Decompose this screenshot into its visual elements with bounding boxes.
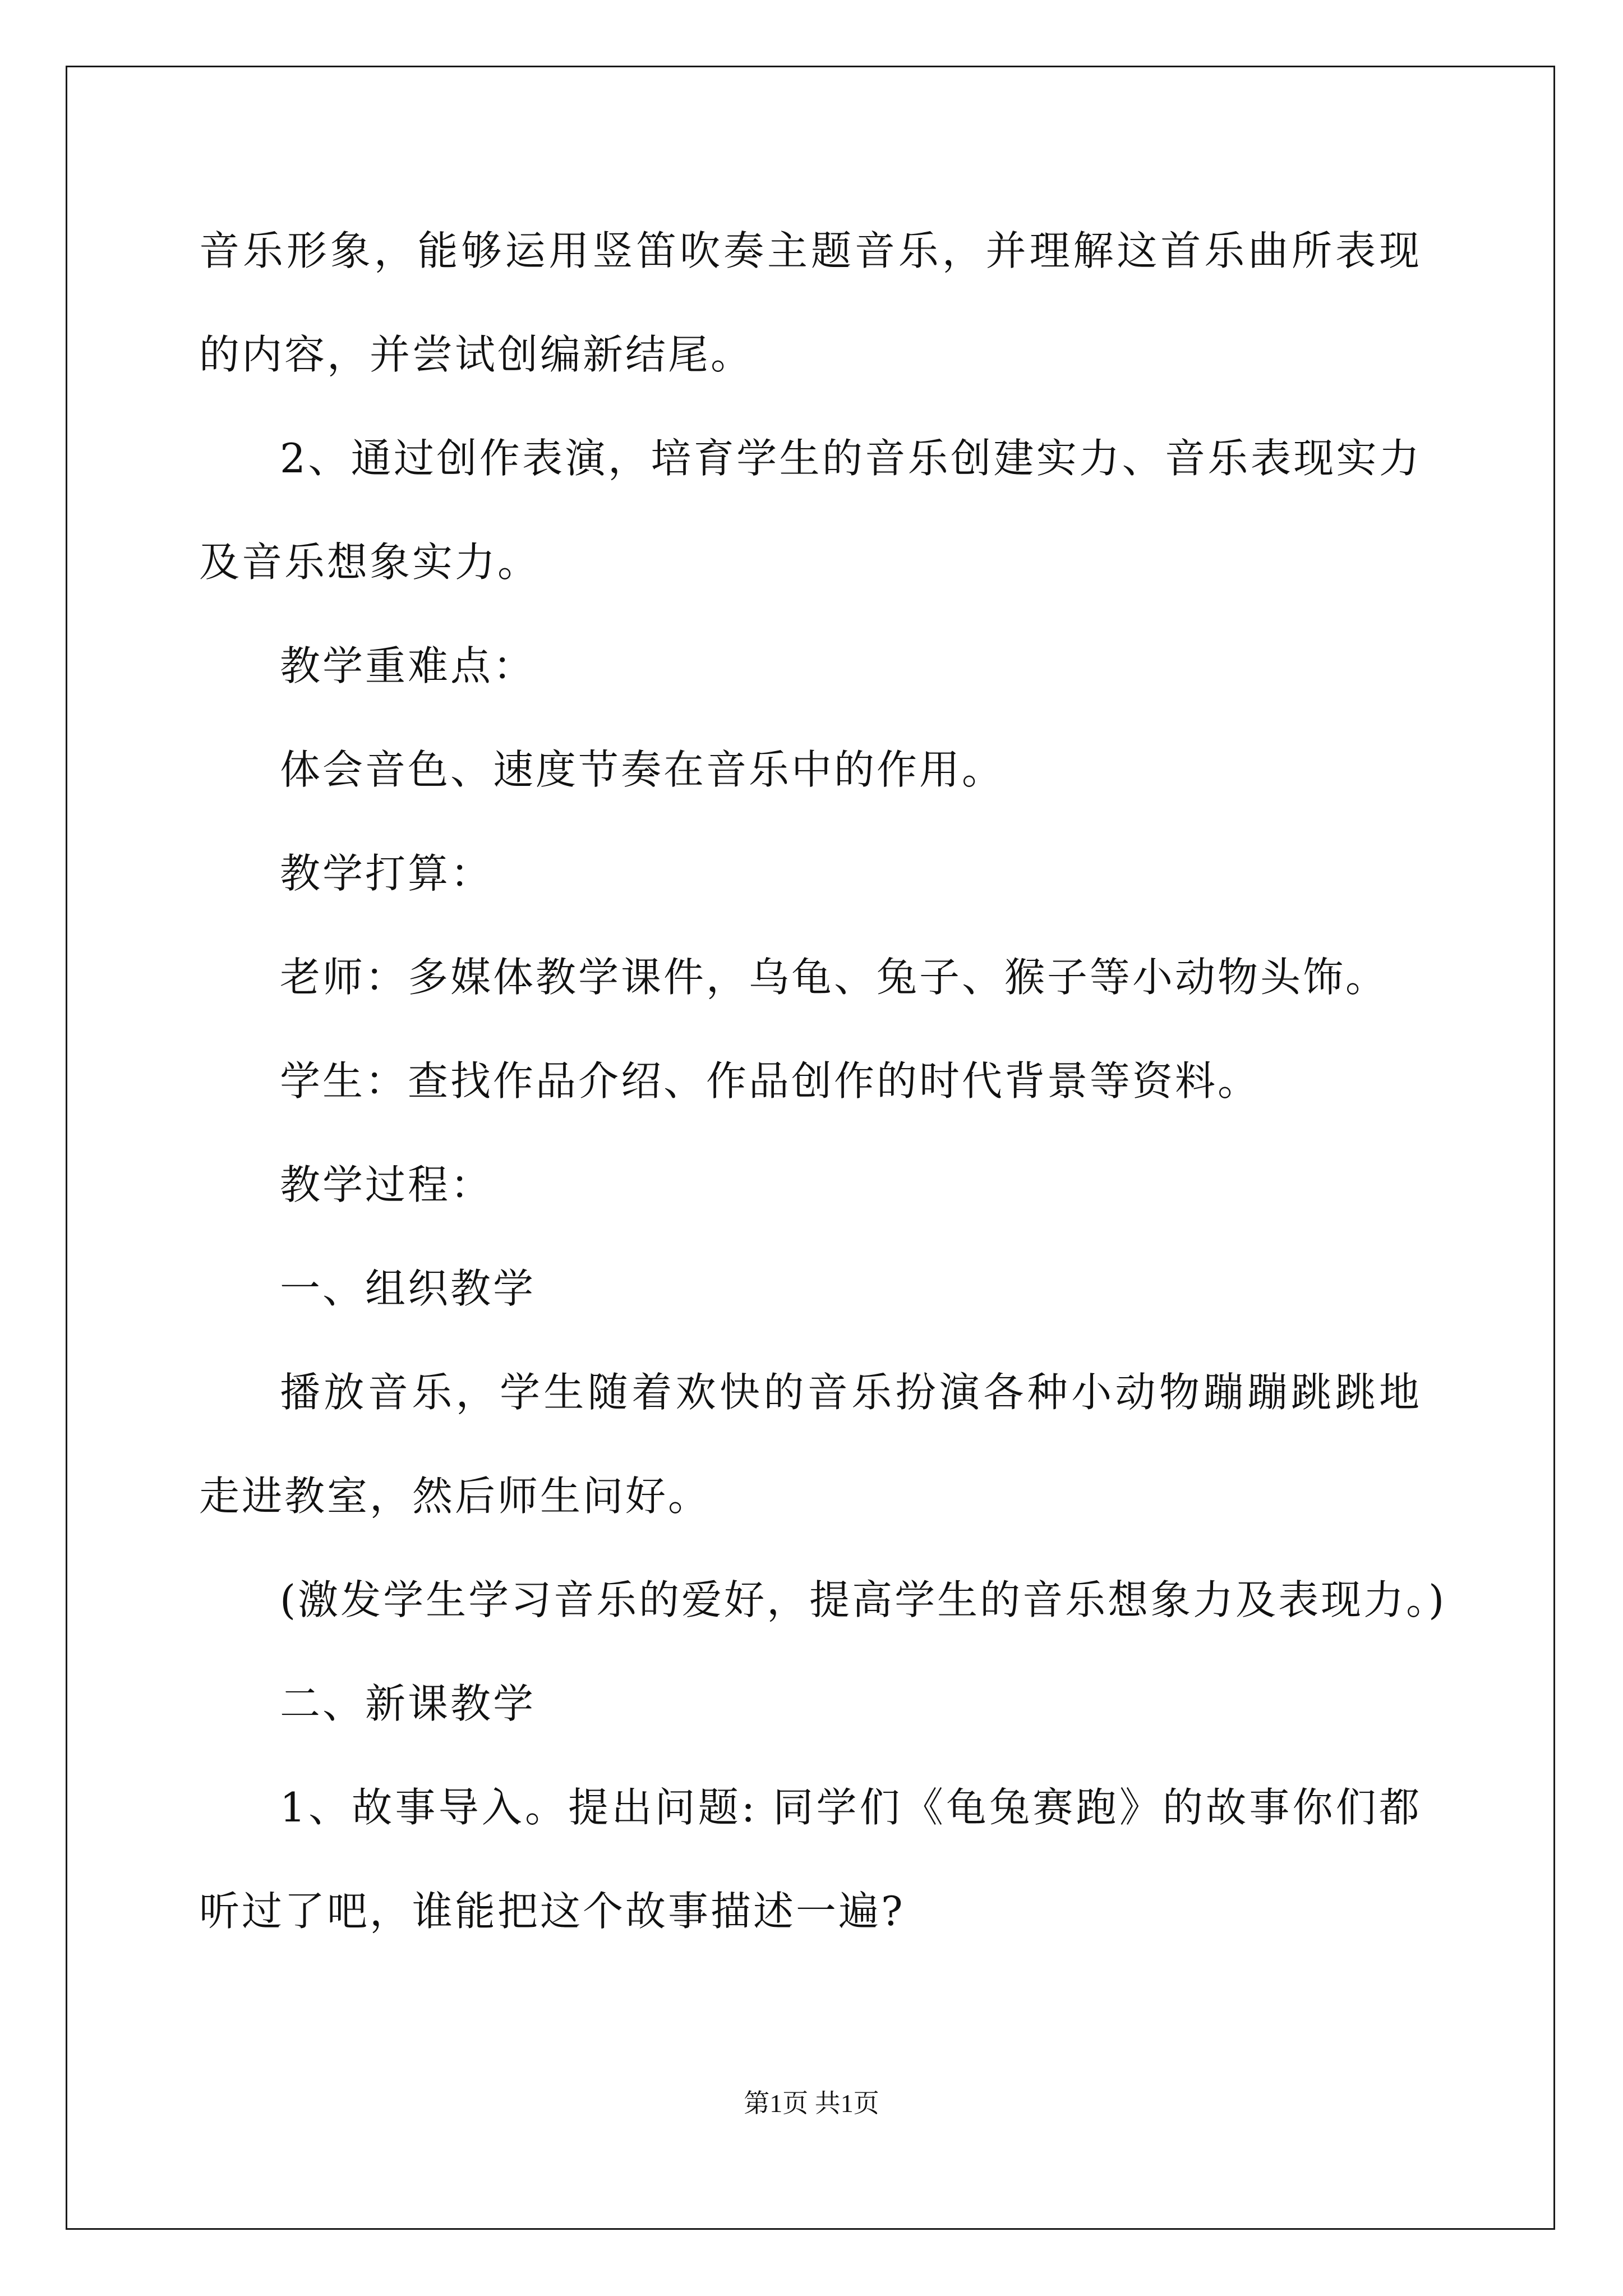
paragraph-teacher: 老师：多媒体教学课件，乌龟、兔子、猴子等小动物头饰。 bbox=[280, 954, 1389, 1001]
heading-key-points: 教学重难点： bbox=[280, 642, 536, 689]
paragraph-student: 学生：查找作品介绍、作品创作的时代背景等资料。 bbox=[280, 1057, 1261, 1105]
paragraph-11: (激发学生学习音乐的爱好，提高学生的音乐想象力及表现力。) bbox=[280, 1576, 1447, 1623]
page-number-footer: 第1页 共1页 bbox=[744, 2089, 879, 2118]
paragraph-4: 体会音色、速度节奏在音乐中的作用。 bbox=[280, 746, 1005, 793]
heading-preparation: 教学打算： bbox=[280, 850, 494, 897]
section-new-lesson: 二、新课教学 bbox=[280, 1680, 536, 1727]
section-organize: 一、组织教学 bbox=[280, 1265, 536, 1312]
paragraph-2: 2、通过创作表演，培育学生的音乐创建实力、音乐表现实力及音乐想象实力。 bbox=[199, 435, 1422, 586]
paragraph-10: 播放音乐，学生随着欢快的音乐扮演各种小动物蹦蹦跳跳地走进教室，然后师生问好。 bbox=[199, 1369, 1422, 1520]
paragraph-1: 音乐形象，能够运用竖笛吹奏主题音乐，并理解这首乐曲所表现的内容，并尝试创编新结尾。 bbox=[199, 227, 1422, 378]
paragraph-13: 1、故事导入。提出问题: 同学们《龟兔赛跑》的故事你们都听过了吧，谁能把这个故事描述一遍? bbox=[199, 1784, 1422, 1935]
heading-process: 教学过程： bbox=[280, 1161, 494, 1208]
